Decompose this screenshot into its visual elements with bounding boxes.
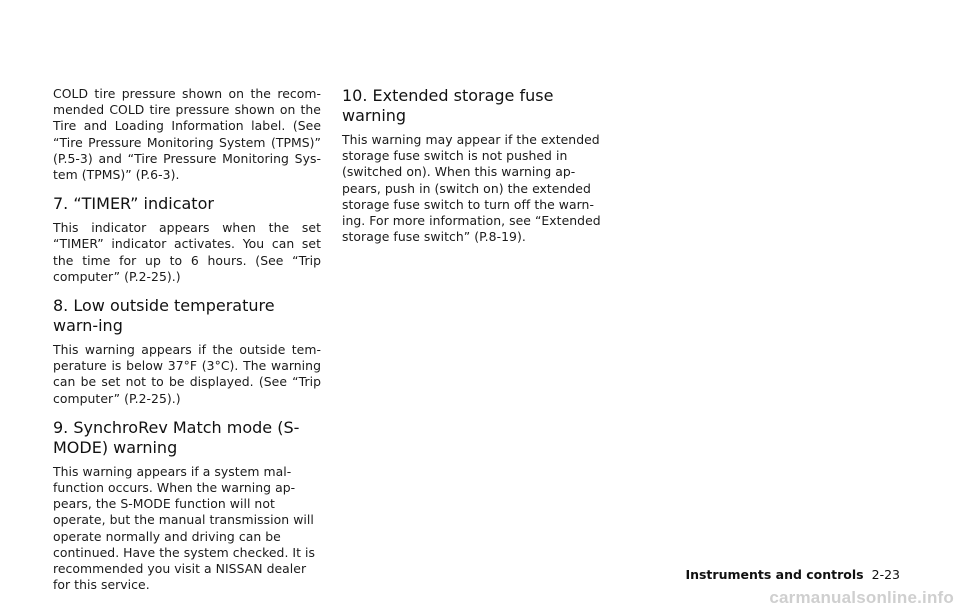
section-text-low-temperature-warning: This warning appears if the outside tem-perature is below 37°F (3°C). The warning can be set not to be displayed. (See “Trip computer” (P.2-25).) [53,342,321,406]
left-column [53,86,321,593]
footer-section-title: Instruments and controls [685,567,864,582]
page-footer [685,567,900,583]
section-heading-timer-indicator: 7. “TIMER” indicator [53,194,214,214]
section-text-timer-indicator: This indicator appears when the set “TIMER” indicator activates. You can set the time for up to 6 hours. (See “Trip computer” (P.2-25).) [53,220,321,284]
intro-paragraph: COLD tire pressure shown on the recom-mended COLD tire pressure shown on the Tire and Loading Information label. (See “Tire Pressure Monitoring System (TPMS)” (P.5-3) and “Tire Pressure Monitoring Sys-tem (TPMS)” (P.6-3). [53,86,321,183]
right-column [342,86,606,245]
section-heading-low-temperature-warning: 8. Low outside temperature warn-ing [53,296,275,336]
watermark-logo: carmanualsonline.info [769,588,954,607]
section-text-extended-storage-fuse-warning: This warning may appear if the extended storage fuse switch is not pushed in (switched on). When this warning ap-pears, push in (switch on) the extended storage fuse switch to turn off the warn-ing. For more information, see “Extended storage fuse switch” (P.8-19). [342,132,601,245]
page-number: 2-23 [871,567,900,582]
section-heading-s-mode-warning: 9. SynchroRev Match mode (S-MODE) warning [53,417,300,457]
section-text-s-mode-warning: This warning appears if a system mal-function occurs. When the warning ap-pears, the S-MODE function will not operate, but the manual transmission will operate normally and driving can be continued. Have the system checked. It is recommended you visit a NISSAN dealer for this service. [53,463,316,593]
section-heading-extended-storage-fuse-warning: 10. Extended storage fuse warning [342,86,554,125]
